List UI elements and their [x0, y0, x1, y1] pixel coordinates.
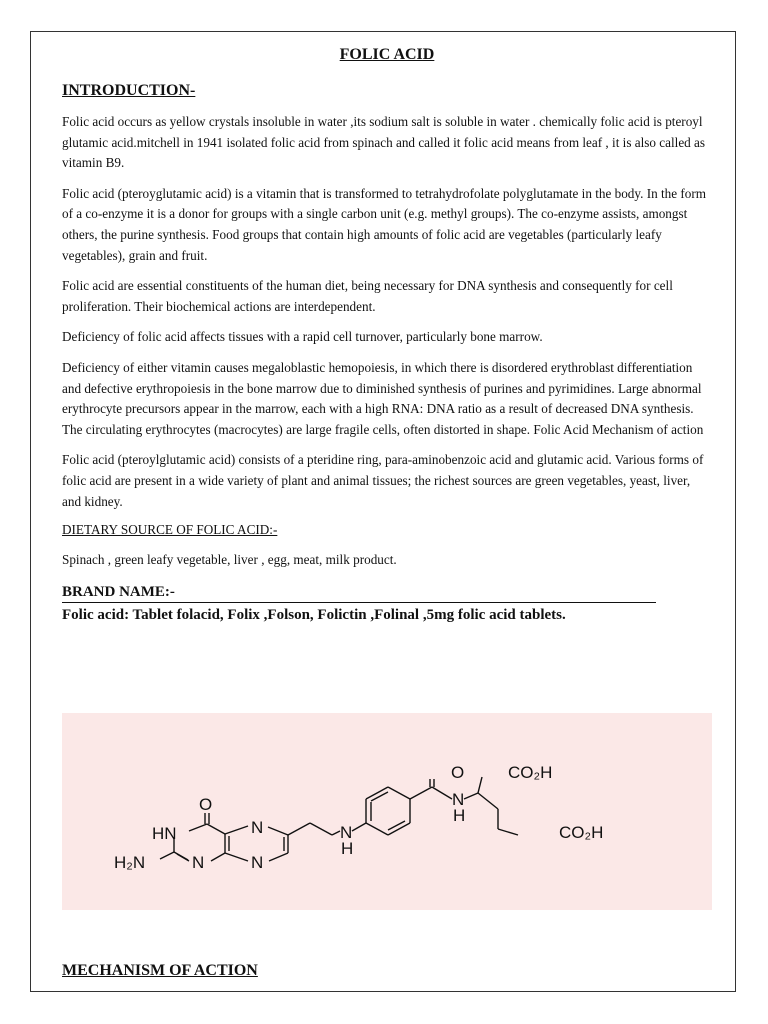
- atom-label: N: [452, 790, 465, 809]
- structure-diagram: [62, 713, 712, 910]
- atom-label: N: [192, 853, 205, 872]
- introduction-heading: INTRODUCTION-: [62, 82, 196, 99]
- brand-name-line: [62, 607, 712, 624]
- atom-label: H: [453, 806, 466, 825]
- brand-name-heading: BRAND NAME:-: [62, 583, 656, 603]
- mechanism-heading: MECHANISM OF ACTION: [62, 962, 258, 979]
- paragraph: Deficiency of either vitamin causes megaloblastic hemopoiesis, in which there is disordered erythroblast differentiation and defective erythropoiesis in the bone marrow due to diminished synthesis of purines and pyrimidines. Large abnormal erythrocyte precursors appear in the marrow, each with a high RNA: DNA ratio as a result of decreased DNA synthesis. The circulating erythrocytes (macrocytes) are large fragile cells, often distorted in shape. Folic Acid Mechanism of action: [62, 359, 704, 437]
- atom-label: N: [251, 818, 264, 837]
- dietary-source-text: Spinach , green leafy vegetable, liver , egg, meat, milk product.: [62, 552, 397, 568]
- brand-list: Tablet folacid, Folix ,Folson, Folictin ,Folinal ,5mg folic acid tablets.: [129, 606, 566, 623]
- paragraph: Folic acid (pteroylglutamic acid) consists of a pteridine ring, para-aminobenzoic acid and glutamic acid. Various forms of folic acid are present in a wide variety of plant and animal tissues; the richest sources are green vegetables, yeast, liver, and kidney.: [62, 452, 704, 509]
- atom-label: H: [341, 839, 354, 858]
- atom-label: O: [451, 763, 465, 782]
- atom-label: CO₂H: [508, 763, 553, 782]
- atom-label: O: [199, 795, 213, 814]
- paragraph: Folic acid occurs as yellow crystals insoluble in water ,its sodium salt is soluble in water . chemically folic acid is pteroyl glutamic acid.mitchell in 1941 isolated folic acid from spinach and called it folic acid means from leaf , it is also called as vitamin B9.: [62, 114, 706, 171]
- atom-label: H₂N: [114, 853, 146, 872]
- dietary-source-heading: DIETARY SOURCE OF FOLIC ACID:-: [62, 522, 278, 538]
- document-body: [62, 46, 712, 624]
- brand-label: Folic acid:: [62, 606, 130, 623]
- atom-label: N: [251, 853, 264, 872]
- atom-label: N: [340, 823, 353, 842]
- atom-label: HN: [152, 824, 177, 843]
- paragraph: Folic acid are essential constituents of the human diet, being necessary for DNA synthesis and consequently for cell proliferation. Their biochemical actions are interdependent.: [62, 278, 673, 314]
- atom-label: CO₂H: [559, 823, 604, 842]
- document-title: FOLIC ACID: [339, 46, 435, 63]
- paragraph: Folic acid (pteroyglutamic acid) is a vitamin that is transformed to tetrahydrofolate polyglutamate in the body. In the form of a co-enzyme it is a donor for groups with a single carbon unit (e.g. methyl groups). The co-enzyme assists, amongst others, the purine synthesis. Food groups that contain high amounts of folic acid are vegetables (particularly leafy vegetables), grain and fruit.: [62, 185, 707, 263]
- paragraph: Deficiency of folic acid affects tissues with a rapid cell turnover, particularly bone marrow.: [62, 329, 543, 345]
- folic-acid-structure: [62, 713, 712, 910]
